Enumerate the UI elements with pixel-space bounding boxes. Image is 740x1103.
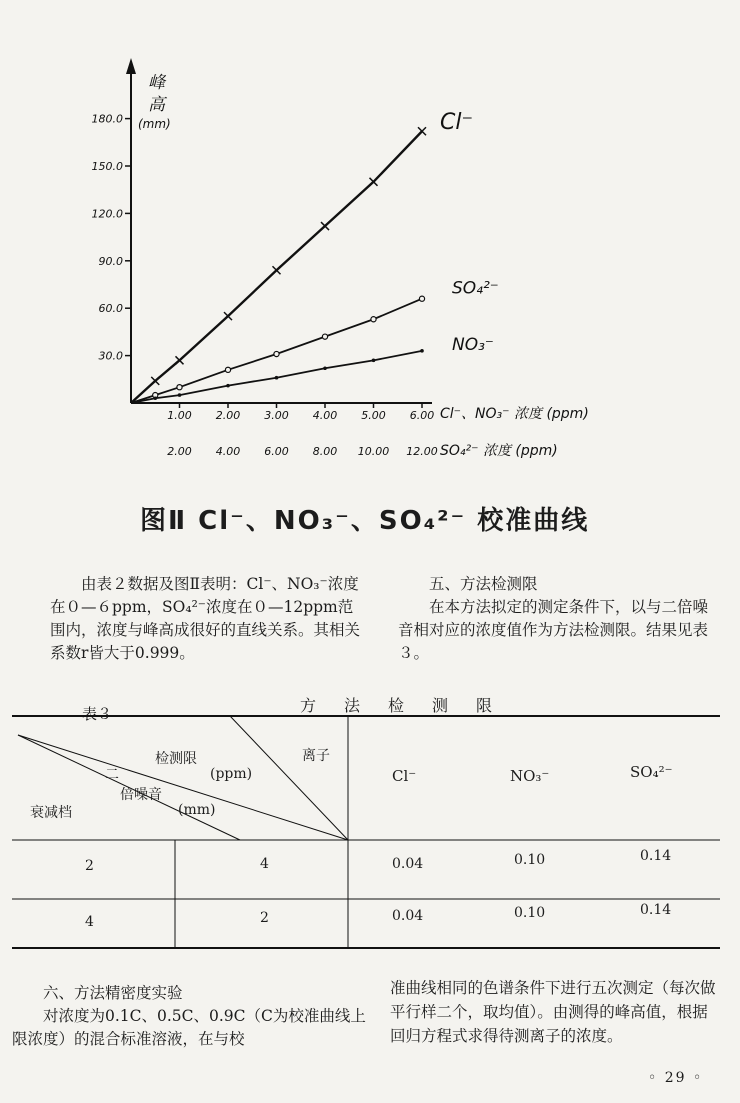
y-tick-label: 90.0 — [98, 254, 123, 268]
data-point — [322, 334, 327, 339]
row1-so4: 0.14 — [640, 848, 672, 864]
y-tick-label: 60.0 — [98, 302, 123, 316]
page-number: ◦ 29 ◦ — [648, 1070, 704, 1086]
x-tick-label-bottom: 6.00 — [264, 445, 289, 458]
row1-attenuation: 2 — [85, 858, 94, 874]
x-tick-label-top: 2.00 — [215, 409, 241, 422]
data-point — [224, 312, 232, 320]
y-tick-label: 150.0 — [91, 160, 123, 173]
x-tick-label-bottom: 4.00 — [215, 445, 241, 458]
diag-attenuation: 衰减档 — [30, 805, 72, 821]
svg-text:(mm): (mm) — [138, 117, 171, 131]
row1-noise: 4 — [260, 856, 269, 872]
section6-heading: 六、方法精密度实验 — [43, 984, 183, 1002]
diag-noise: 倍噪音 — [120, 787, 162, 803]
data-point — [420, 349, 424, 353]
data-point — [419, 296, 424, 301]
row2-cl: 0.04 — [392, 908, 424, 924]
x-tick-label-bottom: 2.00 — [167, 445, 192, 458]
series-line-0 — [131, 131, 422, 403]
x-label-top: Cl⁻、NO₃⁻ 浓度 (ppm) — [440, 406, 589, 422]
data-point — [274, 351, 279, 356]
series-label: Cl⁻ — [440, 110, 474, 136]
figure-caption: 图Ⅱ Cl⁻、NO₃⁻、SO₄²⁻ 校准曲线 — [140, 506, 590, 536]
table-title: 表３ — [82, 705, 113, 723]
x-tick-label-bottom: 8.00 — [312, 445, 338, 458]
section6-right — [390, 976, 722, 1048]
diag-limit: 检测限 — [155, 751, 197, 767]
svg-text:峰: 峰 — [148, 73, 165, 93]
data-point — [151, 377, 159, 385]
col-header-no3: NO₃⁻ — [510, 767, 550, 785]
section5-text: 在本方法拟定的测定条件下，以与二倍噪音相对应的浓度值作为方法检测限。结果见表３。 — [398, 598, 709, 662]
data-point — [176, 356, 184, 364]
diag-limit-unit: (ppm) — [210, 766, 253, 782]
data-point — [418, 127, 426, 135]
y-tick-label: 30.0 — [98, 349, 123, 363]
section6-text-left: 对浓度为0.1C、0.5C、0.9C（C为校准曲线上限浓度）的混合标准溶液，在与校 — [12, 1007, 366, 1048]
x-tick-label-top: 5.00 — [361, 409, 386, 422]
table-lines — [0, 705, 740, 965]
y-axis-label — [138, 73, 171, 131]
x-tick-label-bottom: 12.00 — [406, 445, 438, 458]
data-point — [372, 359, 376, 363]
data-point — [226, 384, 230, 388]
data-point — [153, 396, 157, 400]
col-header-so4: SO₄²⁻ — [630, 763, 673, 781]
calibration-chart — [0, 0, 740, 480]
row2-no3: 0.10 — [514, 905, 546, 921]
section6-left — [12, 982, 370, 1051]
x-tick-label-top: 1.00 — [167, 409, 192, 422]
left-paragraph-text: 由表２数据及图Ⅱ表明：Cl⁻、NO₃⁻浓度在０—６ppm，SO₄²⁻浓度在０—12ppm范围内，浓度与峰高成很好的直线关系。其相关系数r皆大于0.999。 — [50, 575, 361, 662]
data-point — [273, 266, 281, 274]
left-paragraph — [50, 573, 366, 665]
section6-text-right: 准曲线相同的色谱条件下进行五次测定（每次做平行样二个，取均值）。由测得的峰高值，根据回归方程式求得待测离子的浓度。 — [390, 979, 716, 1045]
data-point — [370, 178, 378, 186]
data-point — [371, 317, 376, 322]
section5-heading: 五、方法检测限 — [429, 575, 538, 593]
x-tick-label-top: 6.00 — [409, 409, 435, 422]
col-header-cl: Cl⁻ — [392, 767, 417, 785]
data-point — [321, 222, 329, 230]
section5 — [398, 573, 718, 665]
diag-noise-unit: (mm) — [178, 802, 216, 818]
chart-axes — [126, 58, 432, 403]
data-point — [177, 385, 182, 390]
table-header: 方法检测限 — [300, 696, 521, 715]
y-tick-label: 120.0 — [91, 207, 123, 221]
x-tick-label-top: 3.00 — [264, 409, 289, 422]
diag-two: 二 — [105, 767, 119, 783]
data-point — [275, 376, 279, 380]
x-tick-label-top: 4.00 — [312, 409, 338, 422]
y-tick-label: 180.0 — [91, 112, 123, 126]
data-point — [178, 393, 182, 397]
y-axis-arrow — [126, 58, 136, 74]
x-tick-label-bottom: 10.00 — [357, 445, 390, 458]
row1-cl: 0.04 — [392, 856, 424, 872]
data-point — [225, 367, 230, 372]
diag-ion: 离子 — [302, 748, 330, 764]
data-point — [323, 366, 327, 370]
series-label: NO₃⁻ — [452, 334, 494, 355]
x-label-bottom: SO₄²⁻ 浓度 (ppm) — [440, 443, 558, 459]
row2-attenuation: 4 — [85, 914, 94, 930]
row1-no3: 0.10 — [514, 852, 546, 868]
row2-so4: 0.14 — [640, 902, 672, 918]
series-label: SO₄²⁻ — [452, 278, 499, 299]
row2-noise: 2 — [260, 910, 269, 926]
svg-text:高: 高 — [148, 95, 165, 115]
